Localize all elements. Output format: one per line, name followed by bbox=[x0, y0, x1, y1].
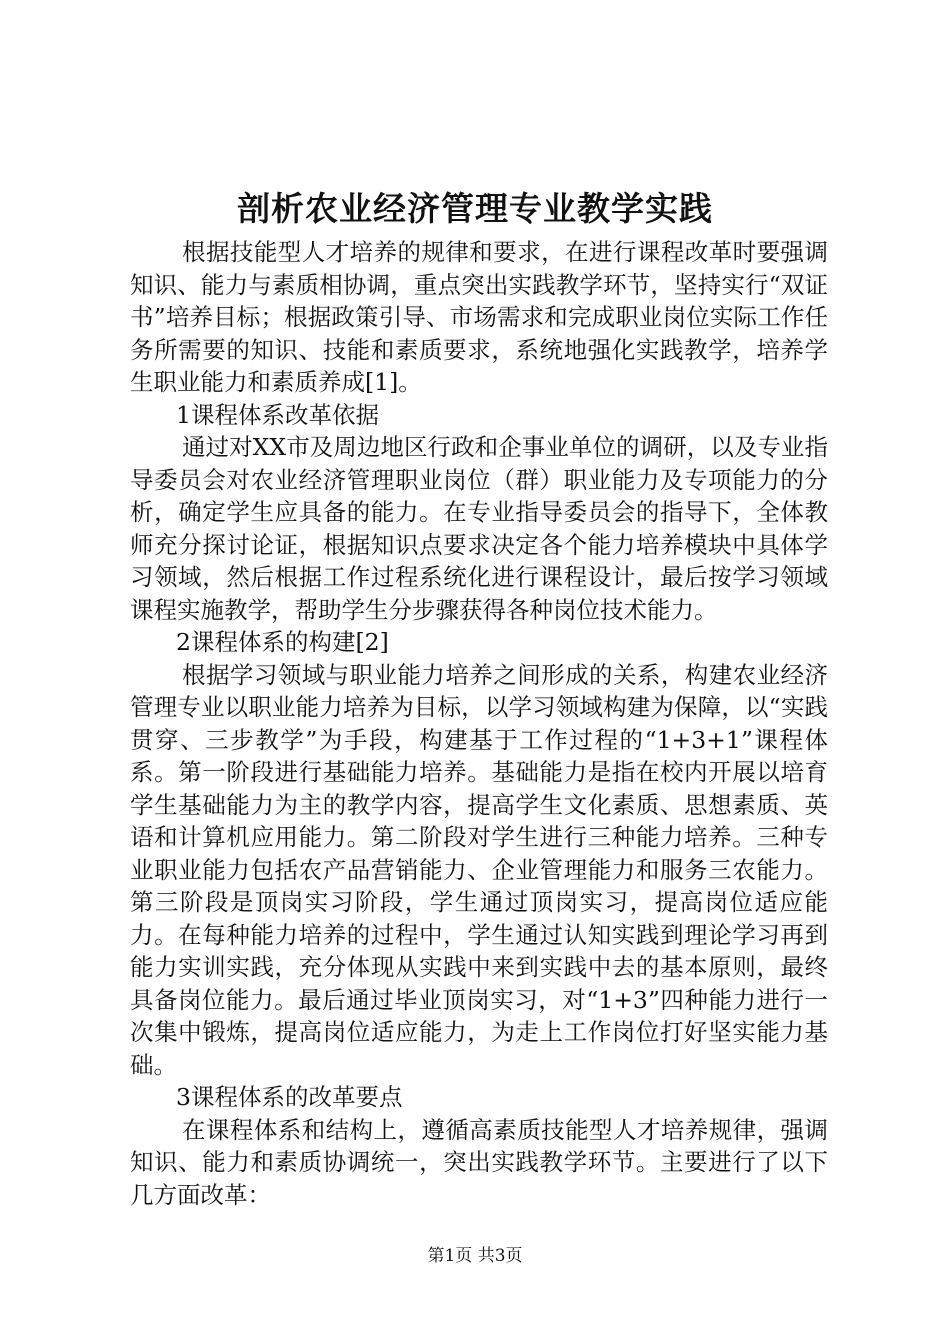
page-footer: 第1页 共3页 bbox=[427, 1246, 523, 1266]
section-heading-1: 1课程体系改革依据 bbox=[176, 400, 379, 429]
section-heading-3: 3课程体系的改革要点 bbox=[176, 1083, 403, 1111]
paragraph-section-2: 根据学习领域与职业能力培养之间形成的关系，构建农业经济管理专业以职业能力培养为目标，以学习领域构建为保障，以“实践贯穿、三步教学”为手段，构建基于工作过程的“1+3+1”课程体系。第一阶段进行基础能力培养。基础能力是指在校内开展以培育学生基础能力为主的教学内容，提高学生文化素质、思想素质、英语和计算机应用能力。第二阶段对学生进行三种能力培养。三种专业职业能力包括农产品营销能力、企业管理能力和服务三农能力。第三阶段是顶岗实习阶段，学生通过顶岗实习，提高岗位适应能力。在每种能力培养的过程中，学生通过认知实践到理论学习再到能力实训实践，充分体现从实践中来到实践中去的基本原则，最终具备岗位能力。最后通过毕业顶岗实习，对“1+3”四种能力进行一次集中锻炼，提高岗位适应能力，为走上工作岗位打好坚实能力基础。 bbox=[130, 660, 828, 1079]
section-heading-2: 2课程体系的构建[2] bbox=[176, 628, 389, 656]
document-body bbox=[130, 236, 828, 1211]
paragraph-section-1: 通过对XX市及周边地区行政和企事业单位的调研，以及专业指导委员会对农业经济管理职业岗位（群）职业能力及专项能力的分析，确定学生应具备的能力。在专业指导委员会的指导下，全体教师充分探讨论证，根据知识点要求决定各个能力培养模块中具体学习领域，然后根据工作过程系统化进行课程设计，最后按学习领域课程实施教学，帮助学生分步骤获得各种岗位技术能力。 bbox=[130, 433, 828, 624]
document-title: 剖析农业经济管理专业教学实践 bbox=[237, 189, 713, 228]
paragraph-intro: 根据技能型人才培养的规律和要求，在进行课程改革时要强调知识、能力与素质相协调，重点突出实践教学环节，坚持实行“双证书”培养目标；根据政策引导、市场需求和完成职业岗位实际工作任务所需要的知识、技能和素质要求，系统地强化实践教学，培养学生职业能力和素质养成[1]。 bbox=[130, 238, 828, 396]
paragraph-section-3: 在课程体系和结构上，遵循高素质技能型人才培养规律，强调知识、能力和素质协调统一，突出实践教学环节。主要进行了以下几方面改革： bbox=[130, 1115, 828, 1209]
